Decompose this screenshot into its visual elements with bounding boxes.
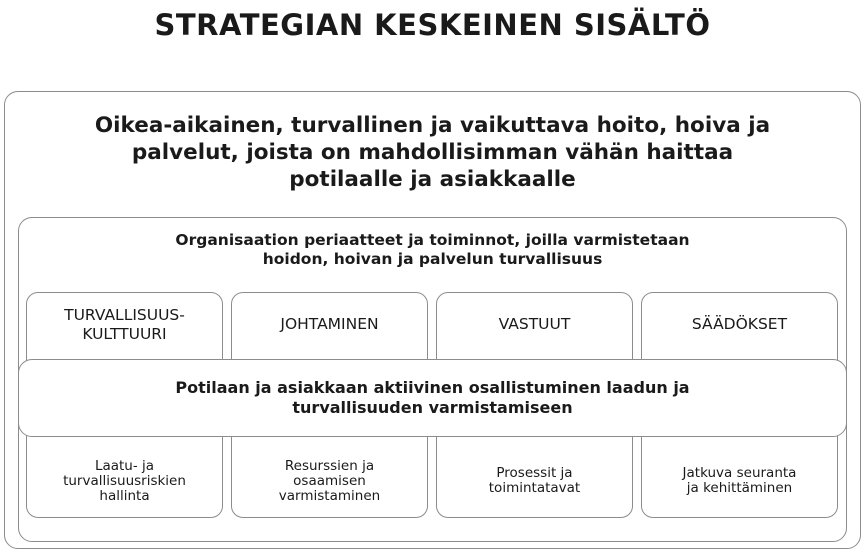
- column-detail-risk-management: Laatu- ja turvallisuusriskien hallinta: [63, 457, 186, 504]
- column-detail-resources: Resurssien ja osaamisen varmistaminen: [278, 457, 381, 504]
- page-title: STRATEGIAN KESKEINEN SISÄLTÖ: [154, 8, 711, 42]
- column-heading-safety-culture: TURVALLISUUS- KULTTUURI: [64, 305, 185, 343]
- column-heading-responsibilities: VASTUUT: [498, 315, 571, 333]
- column-heading-leadership: JOHTAMINEN: [280, 315, 379, 333]
- column-detail-monitoring: Jatkuva seuranta ja kehittäminen: [682, 465, 797, 496]
- strategy-goal-text: Oikea-aikainen, turvallinen ja vaikuttava hoito, hoiva ja palvelut, joista on mahdollisimman vähän haittaa potilaalle ja asiakkaalle: [94, 113, 771, 192]
- organization-principles-text: Organisaation periaatteet ja toiminnot, joilla varmistetaan hoidon, hoivan ja palvelun turvallisuus: [175, 231, 690, 268]
- column-heading-regulations: SÄÄDÖKSET: [691, 315, 788, 333]
- column-detail-processes: Prosessit ja toimintatavat: [488, 465, 581, 496]
- participation-band: Potilaan ja asiakkaan aktiivinen osallistuminen laadun ja turvallisuuden varmistamiseen: [18, 359, 847, 437]
